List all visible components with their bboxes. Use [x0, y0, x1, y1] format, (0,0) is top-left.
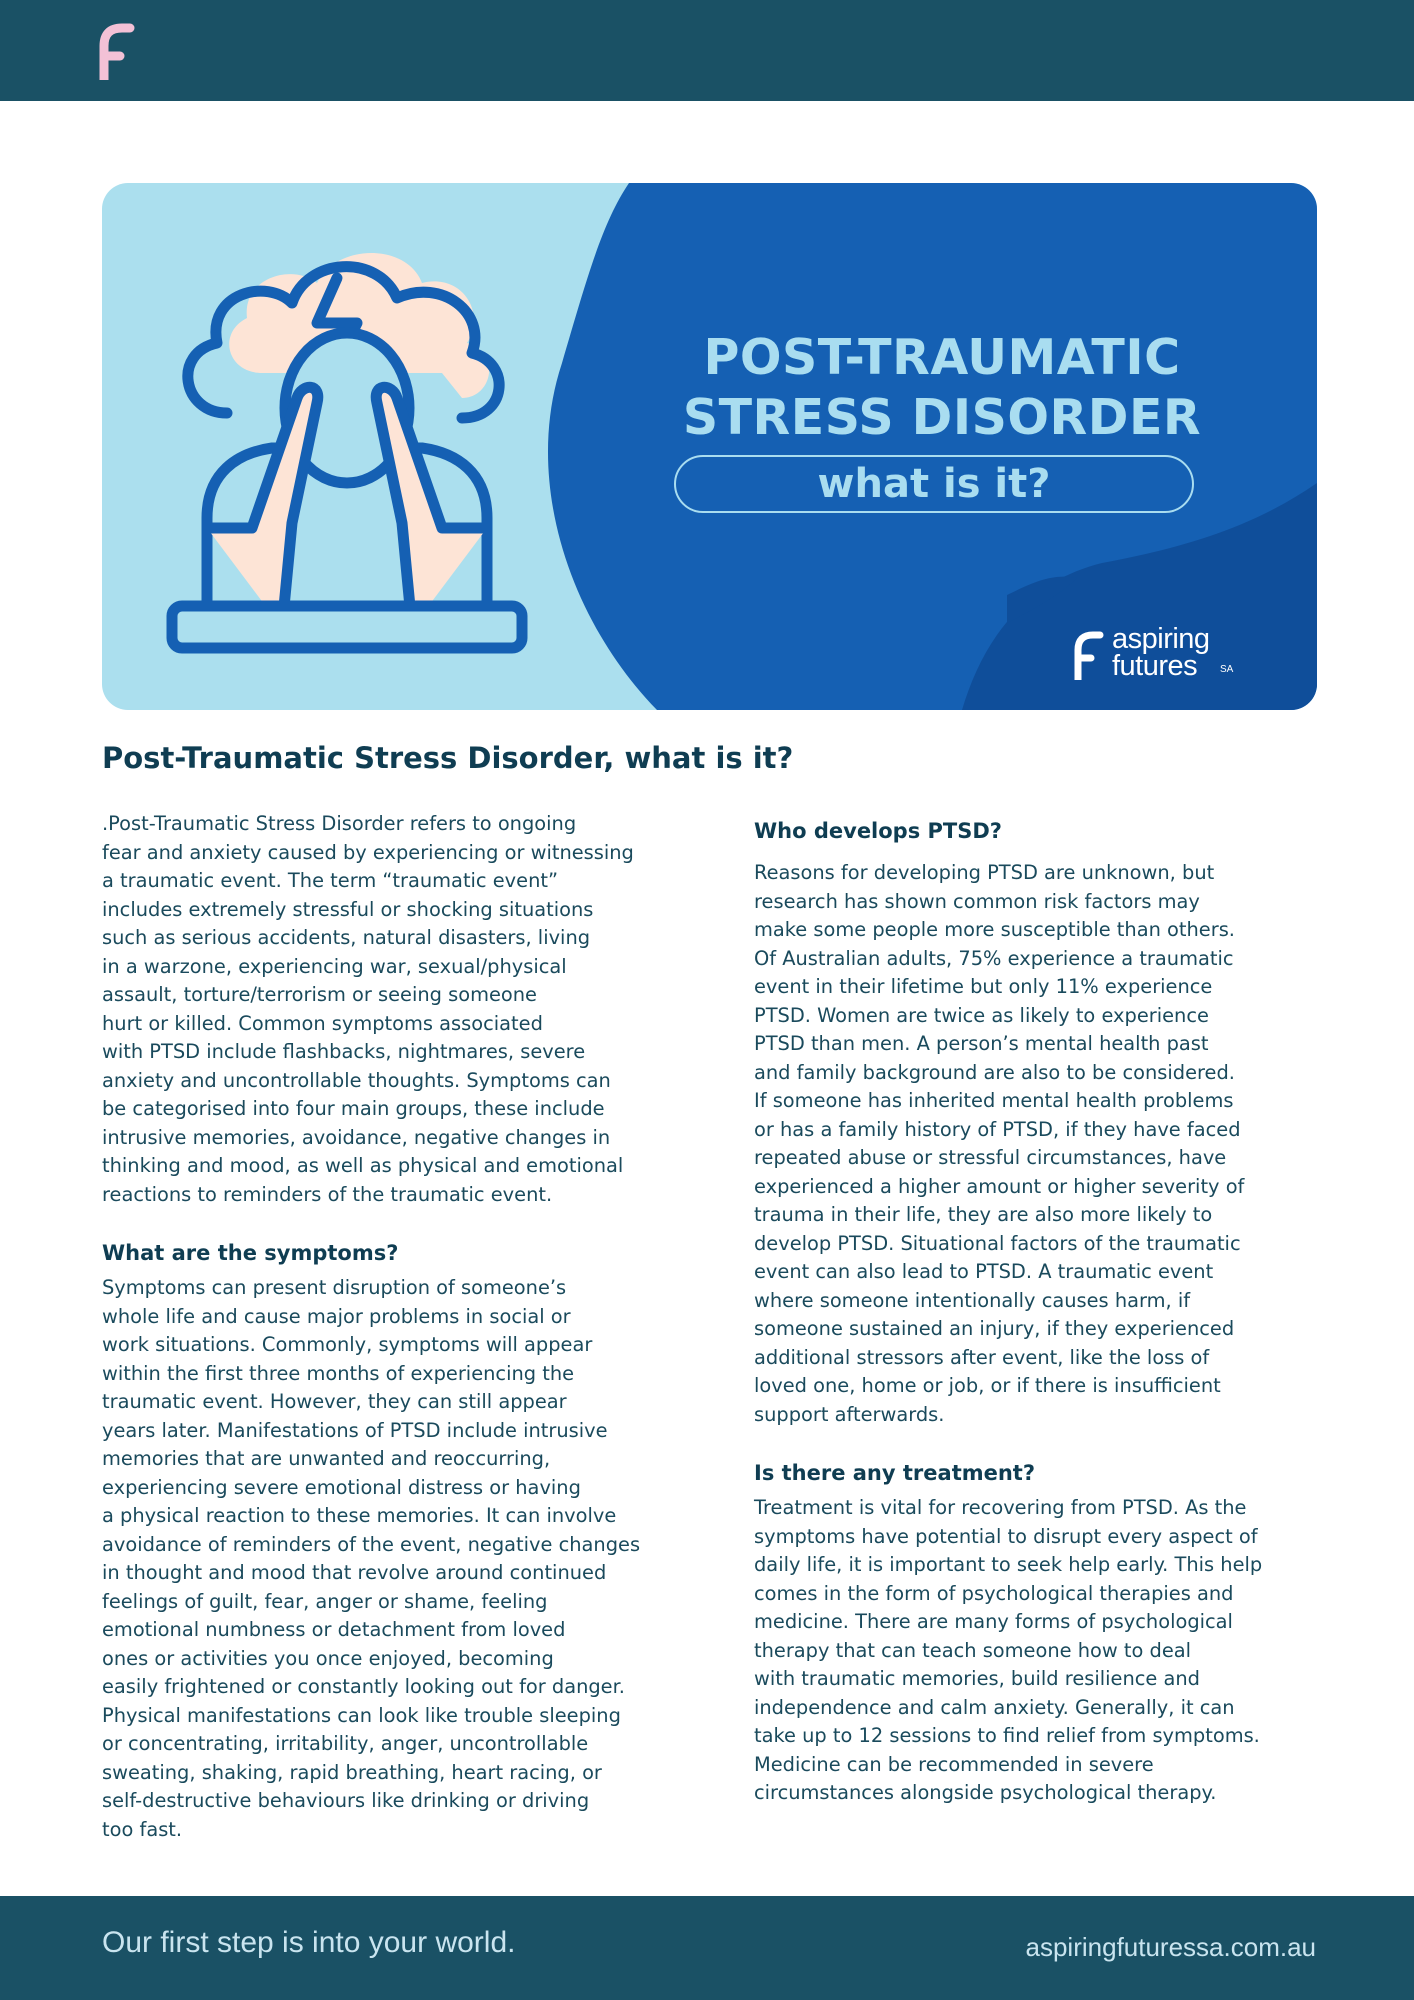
paragraph-line: thinking and mood, as well as physical and emotional	[102, 1154, 624, 1177]
who-develops-heading: Who develops PTSD?	[754, 819, 1002, 843]
paragraph-line: medicine. There are many forms of psychological	[754, 1610, 1233, 1633]
paragraph-line: Medicine can be recommended in severe	[754, 1752, 1154, 1776]
paragraph-line: hurt or killed. Common symptoms associated	[102, 1011, 543, 1035]
brand-name-line-1: aspiring	[1112, 623, 1210, 655]
paragraph-line: Symptoms can present disruption of someone’s	[102, 1276, 567, 1299]
aspiring-futures-logo-icon	[96, 22, 136, 80]
paragraph-line: assault, torture/terrorism or seeing someone	[102, 983, 537, 1006]
paragraph-line: work situations. Commonly, symptoms will appear	[102, 1333, 593, 1356]
paragraph-line: support afterwards.	[754, 1402, 945, 1426]
paragraph-line: experienced a higher amount or higher severity of	[754, 1174, 1245, 1198]
paragraph-line: memories that are unwanted and reoccurring,	[102, 1447, 551, 1470]
paragraph-line: reactions to reminders of the traumatic event.	[102, 1182, 553, 1206]
paragraph-line: Physical manifestations can look like trouble sleeping	[102, 1703, 621, 1727]
paragraph-line: loved one, home or job, or if there is insufficient	[754, 1374, 1221, 1397]
paragraph-line: anxiety and uncontrollable thoughts. Symptoms can	[102, 1068, 611, 1092]
brand-name-line-2: futures	[1112, 650, 1198, 682]
paragraph-line: take up to 12 sessions to find relief from symptoms.	[754, 1724, 1260, 1747]
paragraph-line: .Post-Traumatic Stress Disorder refers to ongoing	[102, 812, 577, 835]
paragraph-line: daily life, it is important to seek help early. This help	[754, 1553, 1263, 1576]
paragraph-line: be categorised into four main groups, these include	[102, 1097, 605, 1120]
paragraph-line: trauma in their life, they are also more likely to	[754, 1203, 1213, 1226]
paragraph-line: experiencing severe emotional distress or having	[102, 1475, 581, 1499]
brand-f-icon	[1072, 630, 1104, 680]
right-column	[754, 810, 1334, 1808]
top-header-bar	[0, 0, 1414, 101]
paragraph-line: someone sustained an injury, if they experienced	[754, 1317, 1235, 1340]
symptoms-heading: What are the symptoms?	[102, 1241, 399, 1265]
paragraph-line: research has shown common risk factors may	[754, 889, 1200, 913]
paragraph-line: or concentrating, irritability, anger, uncontrollable	[102, 1732, 589, 1755]
paragraph-line: event in their lifetime but only 11% experience	[754, 975, 1213, 998]
paragraph-line: self-destructive behaviours like drinking or driving	[102, 1789, 590, 1812]
paragraph-line: includes extremely stressful or shocking situations	[102, 897, 594, 921]
paragraph-line: with PTSD include flashbacks, nightmares, severe	[102, 1040, 586, 1063]
paragraph-line: or has a family history of PTSD, if they have faced	[754, 1117, 1241, 1141]
paragraph-line: additional stressors after event, like the loss of	[754, 1345, 1210, 1369]
page-heading: Post-Traumatic Stress Disorder, what is it?	[102, 741, 794, 775]
hero-banner	[102, 183, 1317, 710]
paragraph-line: a traumatic event. The term “traumatic event”	[102, 869, 559, 892]
paragraph-line: years later. Manifestations of PTSD include intrusive	[102, 1418, 608, 1442]
paragraph-line: circumstances alongside psychological therapy.	[754, 1781, 1217, 1804]
symptoms-paragraph	[102, 1274, 682, 1844]
footer-website-link[interactable]: aspiringfuturessa.com.au	[1025, 1932, 1316, 1962]
footer-bar	[0, 1896, 1414, 2000]
paragraph-line: Reasons for developing PTSD are unknown, but	[754, 861, 1215, 884]
paragraph-line: therapy that can teach someone how to deal	[754, 1638, 1192, 1662]
treatment-paragraph	[754, 1494, 1334, 1808]
paragraph-line: intrusive memories, avoidance, negative changes in	[102, 1125, 611, 1149]
hero-subtitle-pill: what is it?	[674, 455, 1194, 513]
paragraph-line: Of Australian adults, 75% experience a traumatic	[754, 946, 1234, 970]
paragraph-line: symptoms have potential to disrupt every aspect of	[754, 1524, 1258, 1548]
hero-title-line-1: POST-TRAUMATIC	[703, 329, 1181, 386]
brand-suffix: SA	[1220, 664, 1234, 675]
paragraph-line: PTSD. Women are twice as likely to experience	[754, 1003, 1209, 1027]
who-develops-paragraph	[754, 859, 1334, 1429]
paragraph-line: fear and anxiety caused by experiencing or witnessing	[102, 840, 634, 864]
treatment-heading: Is there any treatment?	[754, 1461, 1036, 1485]
paragraph-line: If someone has inherited mental health problems	[754, 1089, 1234, 1112]
paragraph-line: emotional numbness or detachment from loved	[102, 1618, 566, 1641]
paragraph-line: with traumatic memories, build resilience and	[754, 1667, 1200, 1690]
paragraph-line: PTSD than men. A person’s mental health past	[754, 1032, 1209, 1055]
paragraph-line: repeated abuse or stressful circumstances, have	[754, 1146, 1227, 1169]
person-stress-cloud-icon	[142, 223, 542, 673]
hero-title-line-2: STRESS DISORDER	[682, 389, 1202, 446]
paragraph-line: feelings of guilt, fear, anger or shame, feeling	[102, 1589, 548, 1613]
paragraph-line: too fast.	[102, 1817, 183, 1841]
paragraph-line: a physical reaction to these memories. It can involve	[102, 1504, 617, 1527]
paragraph-line: avoidance of reminders of the event, negative changes	[102, 1532, 641, 1556]
paragraph-line: in thought and mood that revolve around continued	[102, 1561, 607, 1584]
paragraph-line: independence and calm anxiety. Generally, it can	[754, 1695, 1235, 1719]
paragraph-line: traumatic event. However, they can still appear	[102, 1390, 567, 1413]
intro-paragraph	[102, 810, 682, 1209]
left-column	[102, 810, 682, 1844]
paragraph-line: ones or activities you once enjoyed, becoming	[102, 1646, 554, 1670]
paragraph-line: develop PTSD. Situational factors of the traumatic	[754, 1231, 1241, 1255]
paragraph-line: Treatment is vital for recovering from PTSD. As the	[754, 1496, 1247, 1519]
hero-title	[662, 328, 1222, 448]
footer-tagline: Our first step is into your world.	[102, 1926, 516, 1959]
paragraph-line: within the first three months of experiencing the	[102, 1361, 575, 1385]
paragraph-line: comes in the form of psychological therapies and	[754, 1581, 1234, 1605]
paragraph-line: and family background are also to be considered.	[754, 1060, 1235, 1084]
paragraph-line: make some people more susceptible than others.	[754, 918, 1235, 941]
paragraph-line: in a warzone, experiencing war, sexual/physical	[102, 954, 567, 978]
paragraph-line: sweating, shaking, rapid breathing, heart racing, or	[102, 1760, 602, 1784]
paragraph-line: where someone intentionally causes harm, if	[754, 1288, 1191, 1312]
paragraph-line: whole life and cause major problems in social or	[102, 1304, 571, 1328]
paragraph-line: easily frightened or constantly looking out for danger.	[102, 1675, 625, 1698]
paragraph-line: event can also lead to PTSD. A traumatic event	[754, 1260, 1214, 1283]
paragraph-line: such as serious accidents, natural disasters, living	[102, 926, 591, 949]
